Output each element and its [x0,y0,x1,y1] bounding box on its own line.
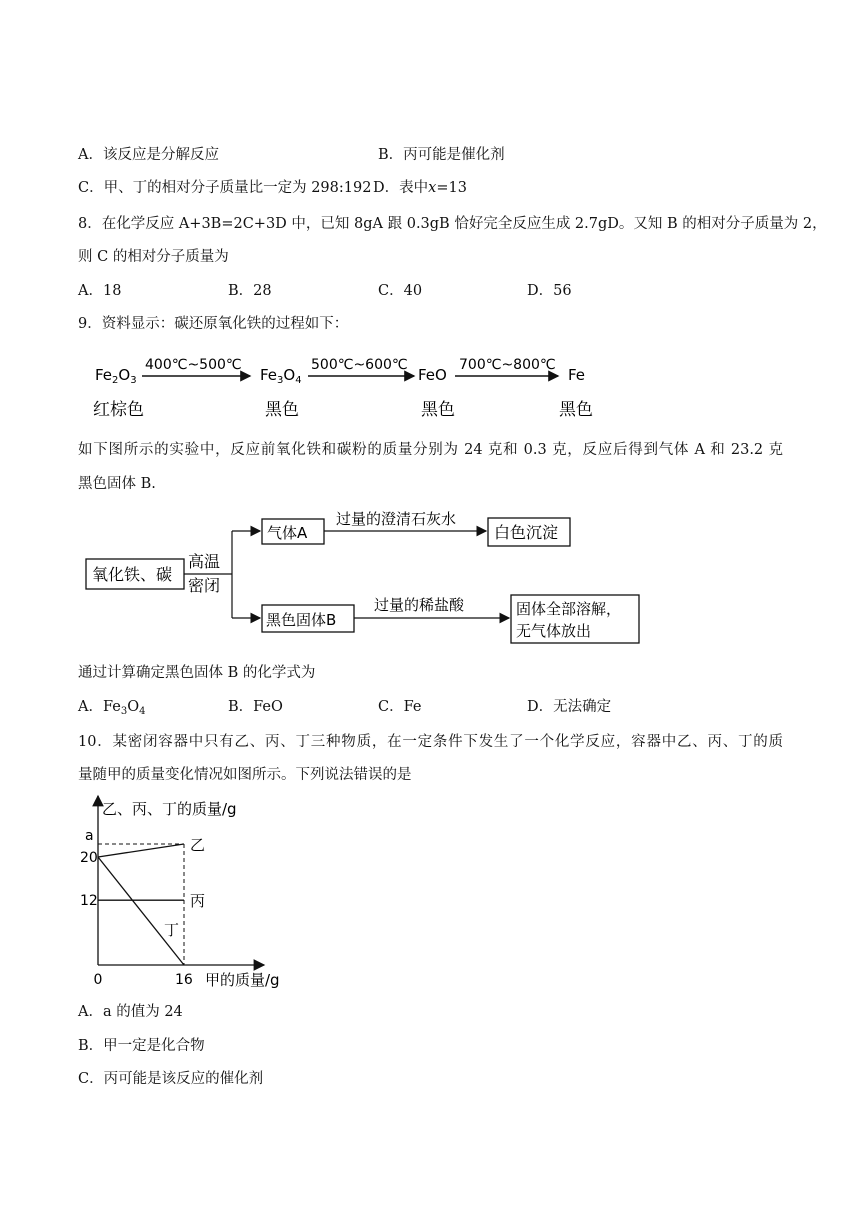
q9-description-line1: 如下图所示的实验中，反应前氧化铁和碳粉的质量分别为 24 克和 0.3 克，反应后得到气体 A 和 23.2 克 [78,442,783,458]
stage4-formula: Fe [568,366,586,384]
stage3-color: 黑色 [421,400,455,420]
gas-result-label: 白色沉淀 [494,523,559,542]
x-tick-label-0: 0 [93,972,103,988]
experiment-flow-diagram [80,507,650,657]
q10-option-b: B．甲一定是化合物 [78,1038,205,1054]
q7-option-d-prefix: D．表中 [373,180,429,196]
mass-change-chart [78,792,298,997]
q10-option-a: A．a 的值为 24 [78,1004,183,1020]
q9-stem: 9．资料显示：碳还原氧化铁的过程如下： [78,316,349,332]
solid-result-line1: 固体全部溶解， [516,600,622,618]
y-tick-label-a: a [85,828,94,844]
q8-option-c: C．40 [378,283,423,299]
stage1-formula: $Fe_2O_3$ [95,366,137,386]
y-tick-label-12: 12 [80,893,98,910]
stage4-color: 黑色 [559,400,593,420]
q7-option-b: B．丙可能是催化剂 [378,147,505,163]
condition-high-temp: 高温 [188,552,221,571]
q9-option-d: D．无法确定 [527,699,612,715]
q7-option-d [373,178,467,198]
q7-option-c: C．甲、丁的相对分子质量比一定为 298:192 [78,180,372,196]
q8-stem-line1: 8．在化学反应 A+3B=2C+3D 中，已知 8gA 跟 0.3gB 恰好完全反应生成 2.7gD。又知 B 的相对分子质量为 2， [78,216,827,232]
series-label-2: 丙 [190,892,206,911]
stage2-color: 黑色 [265,400,299,420]
q8-option-d: D．56 [527,283,572,299]
condition-2: 500℃~600℃ [311,357,408,373]
stage1-color: 红棕色 [93,400,144,420]
condition-sealed: 密闭 [188,576,221,595]
q9-question: 通过计算确定黑色固体 B 的化学式为 [78,665,316,681]
q10-stem-line2: 量随甲的质量变化情况如图所示。下列说法错误的是 [78,767,412,783]
q7-option-a: A．该反应是分解反应 [78,147,219,163]
q10-option-c: C．丙可能是该反应的催化剂 [78,1071,264,1087]
q7-option-d-variable: x [428,180,437,196]
condition-3: 700℃~800℃ [459,357,556,373]
q7-option-d-suffix: =13 [436,180,467,196]
q8-option-b: B．28 [228,283,272,299]
q9-description-line2: 黑色固体 B. [78,476,156,492]
y-tick-label-20: 20 [80,850,98,866]
x-tick-label-16: 16 [175,972,193,988]
q9-option-b: B．FeO [228,699,283,715]
gas-reagent-label: 过量的澄清石灰水 [336,510,457,528]
condition-1: 400℃~500℃ [145,357,242,373]
stage3-formula: FeO [418,366,447,384]
start-label: 氧化铁、碳 [92,565,173,584]
stage2-formula: $Fe_3O_4$ [260,366,302,386]
q8-stem-line2: 则 C 的相对分子质量为 [78,249,229,265]
series-label-1: 乙 [190,836,206,854]
q8-option-a: A．18 [78,283,122,299]
solid-result-line2: 无气体放出 [516,622,592,640]
series-line-1 [98,844,184,857]
q9-option-a: A．$Fe_3O_4$ [78,699,146,717]
q10-stem-line1: 10．某密闭容器中只有乙、丙、丁三种物质，在一定条件下发生了一个化学反应，容器中乙、丙、丁的质 [78,734,783,750]
solid-reagent-label: 过量的稀盐酸 [374,596,465,614]
x-axis-label: 甲的质量/g [205,971,280,989]
gas-label: 气体A [267,524,308,542]
series-label-3: 丁 [164,921,180,939]
reduction-process-diagram [90,352,630,422]
q9-option-c: C．Fe [378,699,422,715]
series-line-3 [98,857,184,965]
y-axis-label: 乙、丙、丁的质量/g [102,800,237,818]
solid-label: 黑色固体B [266,611,337,629]
